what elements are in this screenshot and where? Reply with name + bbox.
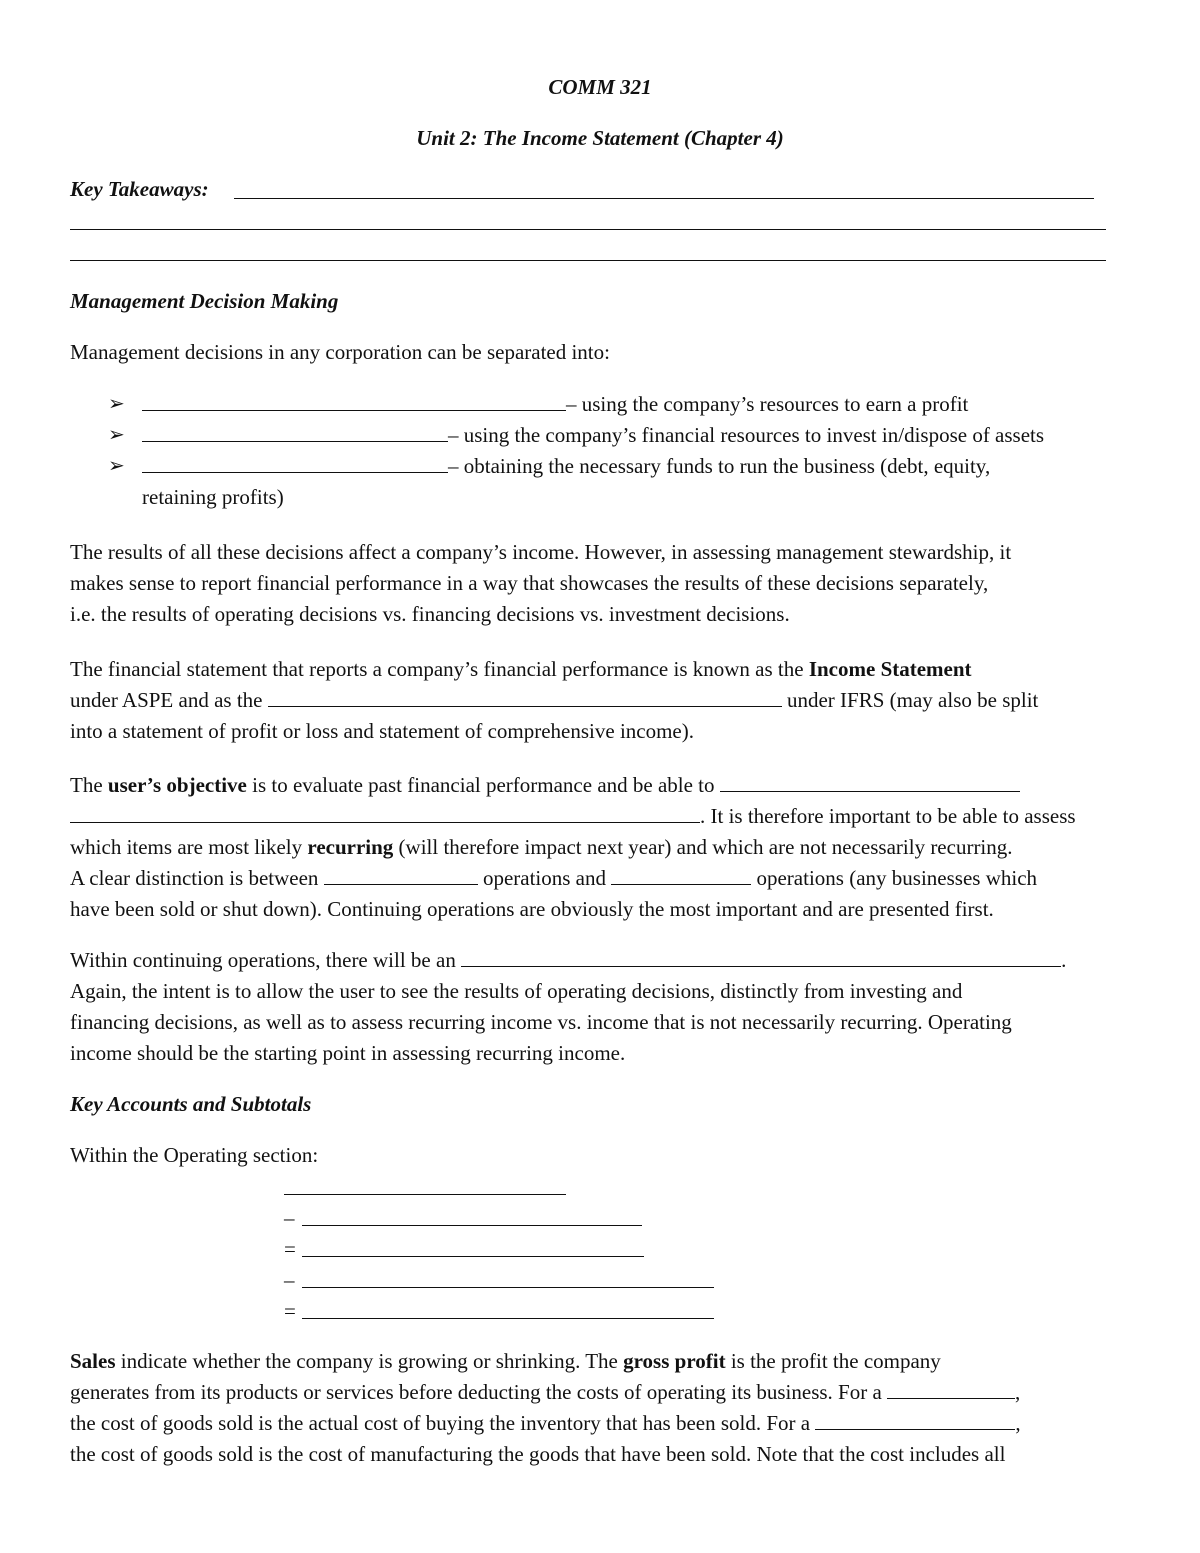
para1-line: i.e. the results of operating decisions vs. financing decisions vs. investment decisions.	[70, 602, 790, 626]
bold-term: user’s objective	[107, 773, 247, 797]
text: operations and	[477, 866, 612, 890]
blank-discontinued	[611, 864, 751, 885]
arrowhead-bullet-icon: ➢	[108, 455, 125, 477]
text: (will therefore impact next year) and which are not necessarily recurring.	[393, 835, 1013, 859]
text: under IFRS (may also be split	[781, 688, 1039, 712]
key-takeaways-label: Key Takeaways:	[70, 177, 209, 201]
para3-line-5: have been sold or shut down). Continuing operations are obviously the most important and are presented first.	[70, 897, 994, 921]
text: under ASPE and as the	[70, 688, 268, 712]
course-title: COMM 321	[548, 75, 652, 99]
subtotal-blank-sales	[284, 1194, 566, 1195]
blank-operating-section	[461, 946, 1061, 967]
bullet-financing	[142, 451, 990, 482]
management-heading: Management Decision Making	[70, 289, 339, 313]
bold-term: Income Statement	[808, 657, 972, 681]
text: The financial statement that reports a company’s financial performance is known as the	[70, 657, 809, 681]
blank-operating	[142, 390, 566, 411]
bullet-investing	[142, 420, 1044, 451]
para3-line-4	[70, 863, 1037, 894]
para3-line-3	[70, 832, 1013, 863]
para2-line-3: into a statement of profit or loss and statement of comprehensive income).	[70, 719, 694, 743]
para1-line: makes sense to report financial performance in a way that showcases the results of these decisions separately,	[70, 571, 989, 595]
takeaways-blank-3	[70, 260, 1106, 261]
text: A clear distinction is between	[70, 866, 324, 890]
para5-line-1	[70, 1346, 941, 1377]
para4-line-1	[70, 945, 1066, 976]
bold-term: Sales	[70, 1349, 116, 1373]
blank-merchandiser	[887, 1378, 1015, 1399]
para5-line-2	[70, 1377, 1020, 1408]
blank-investing	[142, 421, 448, 442]
text: is to evaluate past financial performance and be able to	[246, 773, 720, 797]
subtotal-operator: =	[284, 1237, 296, 1261]
text: ,	[1015, 1411, 1021, 1435]
para3-line-2	[70, 801, 1076, 832]
takeaways-blank-1	[234, 198, 1094, 199]
bold-term: recurring	[307, 835, 394, 859]
arrowhead-bullet-icon: ➢	[108, 424, 125, 446]
text: which items are most likely	[70, 835, 308, 859]
text: indicate whether the company is growing or shrinking. The	[115, 1349, 624, 1373]
text: ,	[1015, 1380, 1021, 1404]
management-intro: Management decisions in any corporation can be separated into:	[70, 340, 610, 364]
blank-continuing	[324, 864, 478, 885]
arrowhead-bullet-icon: ➢	[108, 393, 125, 415]
subtotal-blank-2	[302, 1225, 642, 1226]
text: . It is therefore important to be able to assess	[700, 804, 1076, 828]
para4-line-3: financing decisions, as well as to assess recurring income vs. income that is not necessarily recurring. Operating	[70, 1010, 1012, 1034]
blank-objective-1	[720, 771, 1020, 792]
subtotal-operator: –	[284, 1206, 295, 1230]
bold-term: gross profit	[623, 1349, 726, 1373]
text: The	[70, 773, 108, 797]
subtotal-blank-3	[302, 1256, 644, 1257]
para5-line-4: the cost of goods sold is the cost of manufacturing the goods that have been sold. Note that the cost includes all	[70, 1442, 1006, 1466]
unit-title: Unit 2: The Income Statement (Chapter 4)	[416, 126, 784, 150]
bullet-operating	[142, 389, 968, 420]
para1-line: The results of all these decisions affect a company’s income. However, in assessing management stewardship, it	[70, 540, 1012, 564]
para2-line-2	[70, 685, 1038, 716]
text: .	[1061, 948, 1067, 972]
takeaways-blank-2	[70, 229, 1106, 230]
operating-intro: Within the Operating section:	[70, 1143, 319, 1167]
text: operations (any businesses which	[751, 866, 1038, 890]
para4-line-2: Again, the intent is to allow the user to see the results of operating decisions, distinctly from investing and	[70, 979, 963, 1003]
text: the cost of goods sold is the actual cost of buying the inventory that has been sold. For a	[70, 1411, 816, 1435]
subtotal-operator: =	[284, 1299, 296, 1323]
text: generates from its products or services before deducting the costs of operating its business. For a	[70, 1380, 888, 1404]
para5-line-3	[70, 1408, 1021, 1439]
subtotal-blank-5	[302, 1318, 714, 1319]
key-accounts-heading: Key Accounts and Subtotals	[70, 1092, 312, 1116]
bullet-text: – using the company’s resources to earn a profit	[566, 392, 969, 416]
text: Within continuing operations, there will be an	[70, 948, 462, 972]
blank-manufacturer	[815, 1409, 1015, 1430]
blank-ifrs-statement	[268, 686, 782, 707]
subtotal-blank-4	[302, 1287, 714, 1288]
blank-financing	[142, 452, 448, 473]
bullet-text: – obtaining the necessary funds to run the business (debt, equity,	[448, 454, 991, 478]
blank-objective-2	[70, 802, 700, 823]
para2-line-1	[70, 654, 972, 685]
bullet-continuation: retaining profits)	[142, 485, 284, 509]
para3-line-1	[70, 770, 1020, 801]
para4-line-4: income should be the starting point in assessing recurring income.	[70, 1041, 626, 1065]
bullet-text: – using the company’s financial resources to invest in/dispose of assets	[448, 423, 1045, 447]
text: is the profit the company	[725, 1349, 941, 1373]
subtotal-operator: –	[284, 1268, 295, 1292]
